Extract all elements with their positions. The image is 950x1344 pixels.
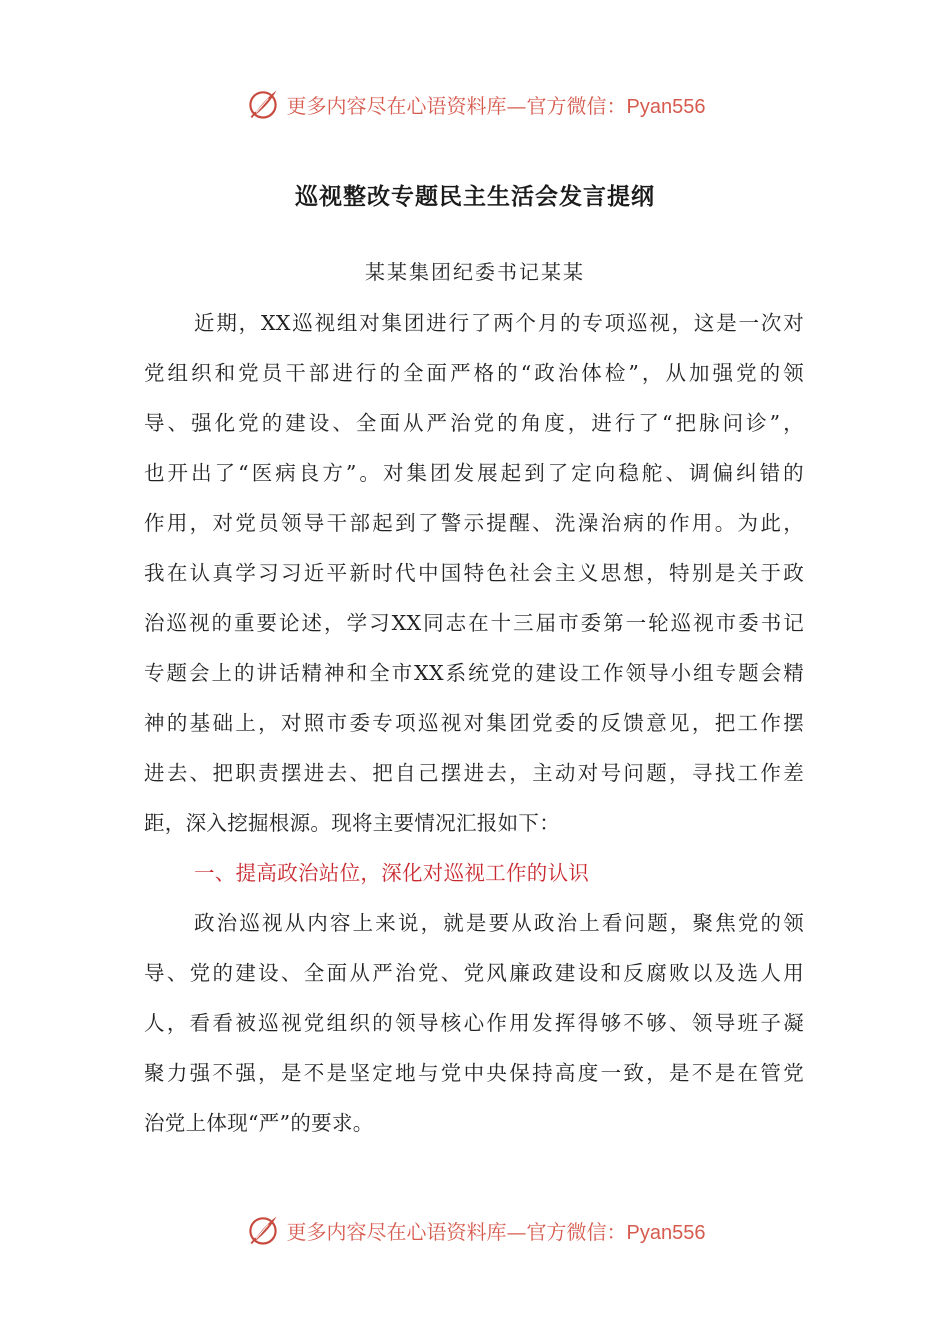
- watermark-wechat-id: Pyan556: [626, 95, 706, 118]
- document-body: [144, 298, 804, 1148]
- watermark-banner-top: [0, 84, 950, 124]
- watermark-text: [287, 90, 706, 119]
- watermark-label: 更多内容尽在心语资料库—官方微信：: [286, 93, 627, 118]
- watermark-text: [287, 1216, 706, 1245]
- paragraph-2-line: 治党上体现“严”的要求。: [144, 1111, 374, 1135]
- paragraph-1-line: 党组织和党员干部进行的全面严格的“政治体检”，从加强党的领: [144, 361, 804, 385]
- paragraph-1-line: 我在认真学习习近平新时代中国特色社会主义思想，特别是关于政: [144, 561, 804, 585]
- paragraph-2-line: 聚力强不强，是不是坚定地与党中央保持高度一致，是不是在管党: [144, 1061, 804, 1085]
- document-title: 巡视整改专题民主生活会发言提纲: [295, 183, 655, 210]
- watermark-label: 更多内容尽在心语资料库—官方微信：: [286, 1219, 627, 1244]
- paragraph-1-line: 治巡视的重要论述，学习XX同志在十三届市委第一轮巡视市委书记: [144, 611, 804, 635]
- paragraph-1-line: 进去、把职责摆进去、把自己摆进去，主动对号问题，寻找工作差: [144, 761, 804, 785]
- paragraph-1-line: 也开出了“医病良方”。对集团发展起到了定向稳舵、调偏纠错的: [144, 461, 804, 485]
- document-author: 某某集团纪委书记某某: [365, 260, 585, 284]
- quill-pen-logo-icon: [245, 1212, 281, 1248]
- section-1-heading: 一、提高政治站位，深化对巡视工作的认识: [194, 861, 590, 885]
- paragraph-1-line: 神的基础上，对照市委专项巡视对集团党委的反馈意见，把工作摆: [144, 711, 804, 735]
- paragraph-1-line: 专题会上的讲话精神和全市XX系统党的建设工作领导小组专题会精: [144, 661, 804, 685]
- watermark-wechat-id: Pyan556: [626, 1221, 706, 1244]
- paragraph-1-line: 近期，XX巡视组对集团进行了两个月的专项巡视，这是一次对: [194, 311, 804, 335]
- watermark-banner-bottom: [0, 1210, 950, 1250]
- paragraph-1-line: 作用，对党员领导干部起到了警示提醒、洗澡治病的作用。为此，: [144, 511, 804, 535]
- paragraph-2-line: 人，看看被巡视党组织的领导核心作用发挥得够不够、领导班子凝: [144, 1011, 804, 1035]
- paragraph-2-line: 政治巡视从内容上来说，就是要从政治上看问题，聚焦党的领: [194, 911, 804, 935]
- quill-pen-logo-icon: [245, 86, 281, 122]
- paragraph-2-line: 导、党的建设、全面从严治党、党风廉政建设和反腐败以及选人用: [144, 961, 804, 985]
- paragraph-1-line: 距，深入挖掘根源。现将主要情况汇报如下：: [144, 811, 560, 835]
- paragraph-1-line: 导、强化党的建设、全面从严治党的角度，进行了“把脉问诊”，: [144, 411, 804, 435]
